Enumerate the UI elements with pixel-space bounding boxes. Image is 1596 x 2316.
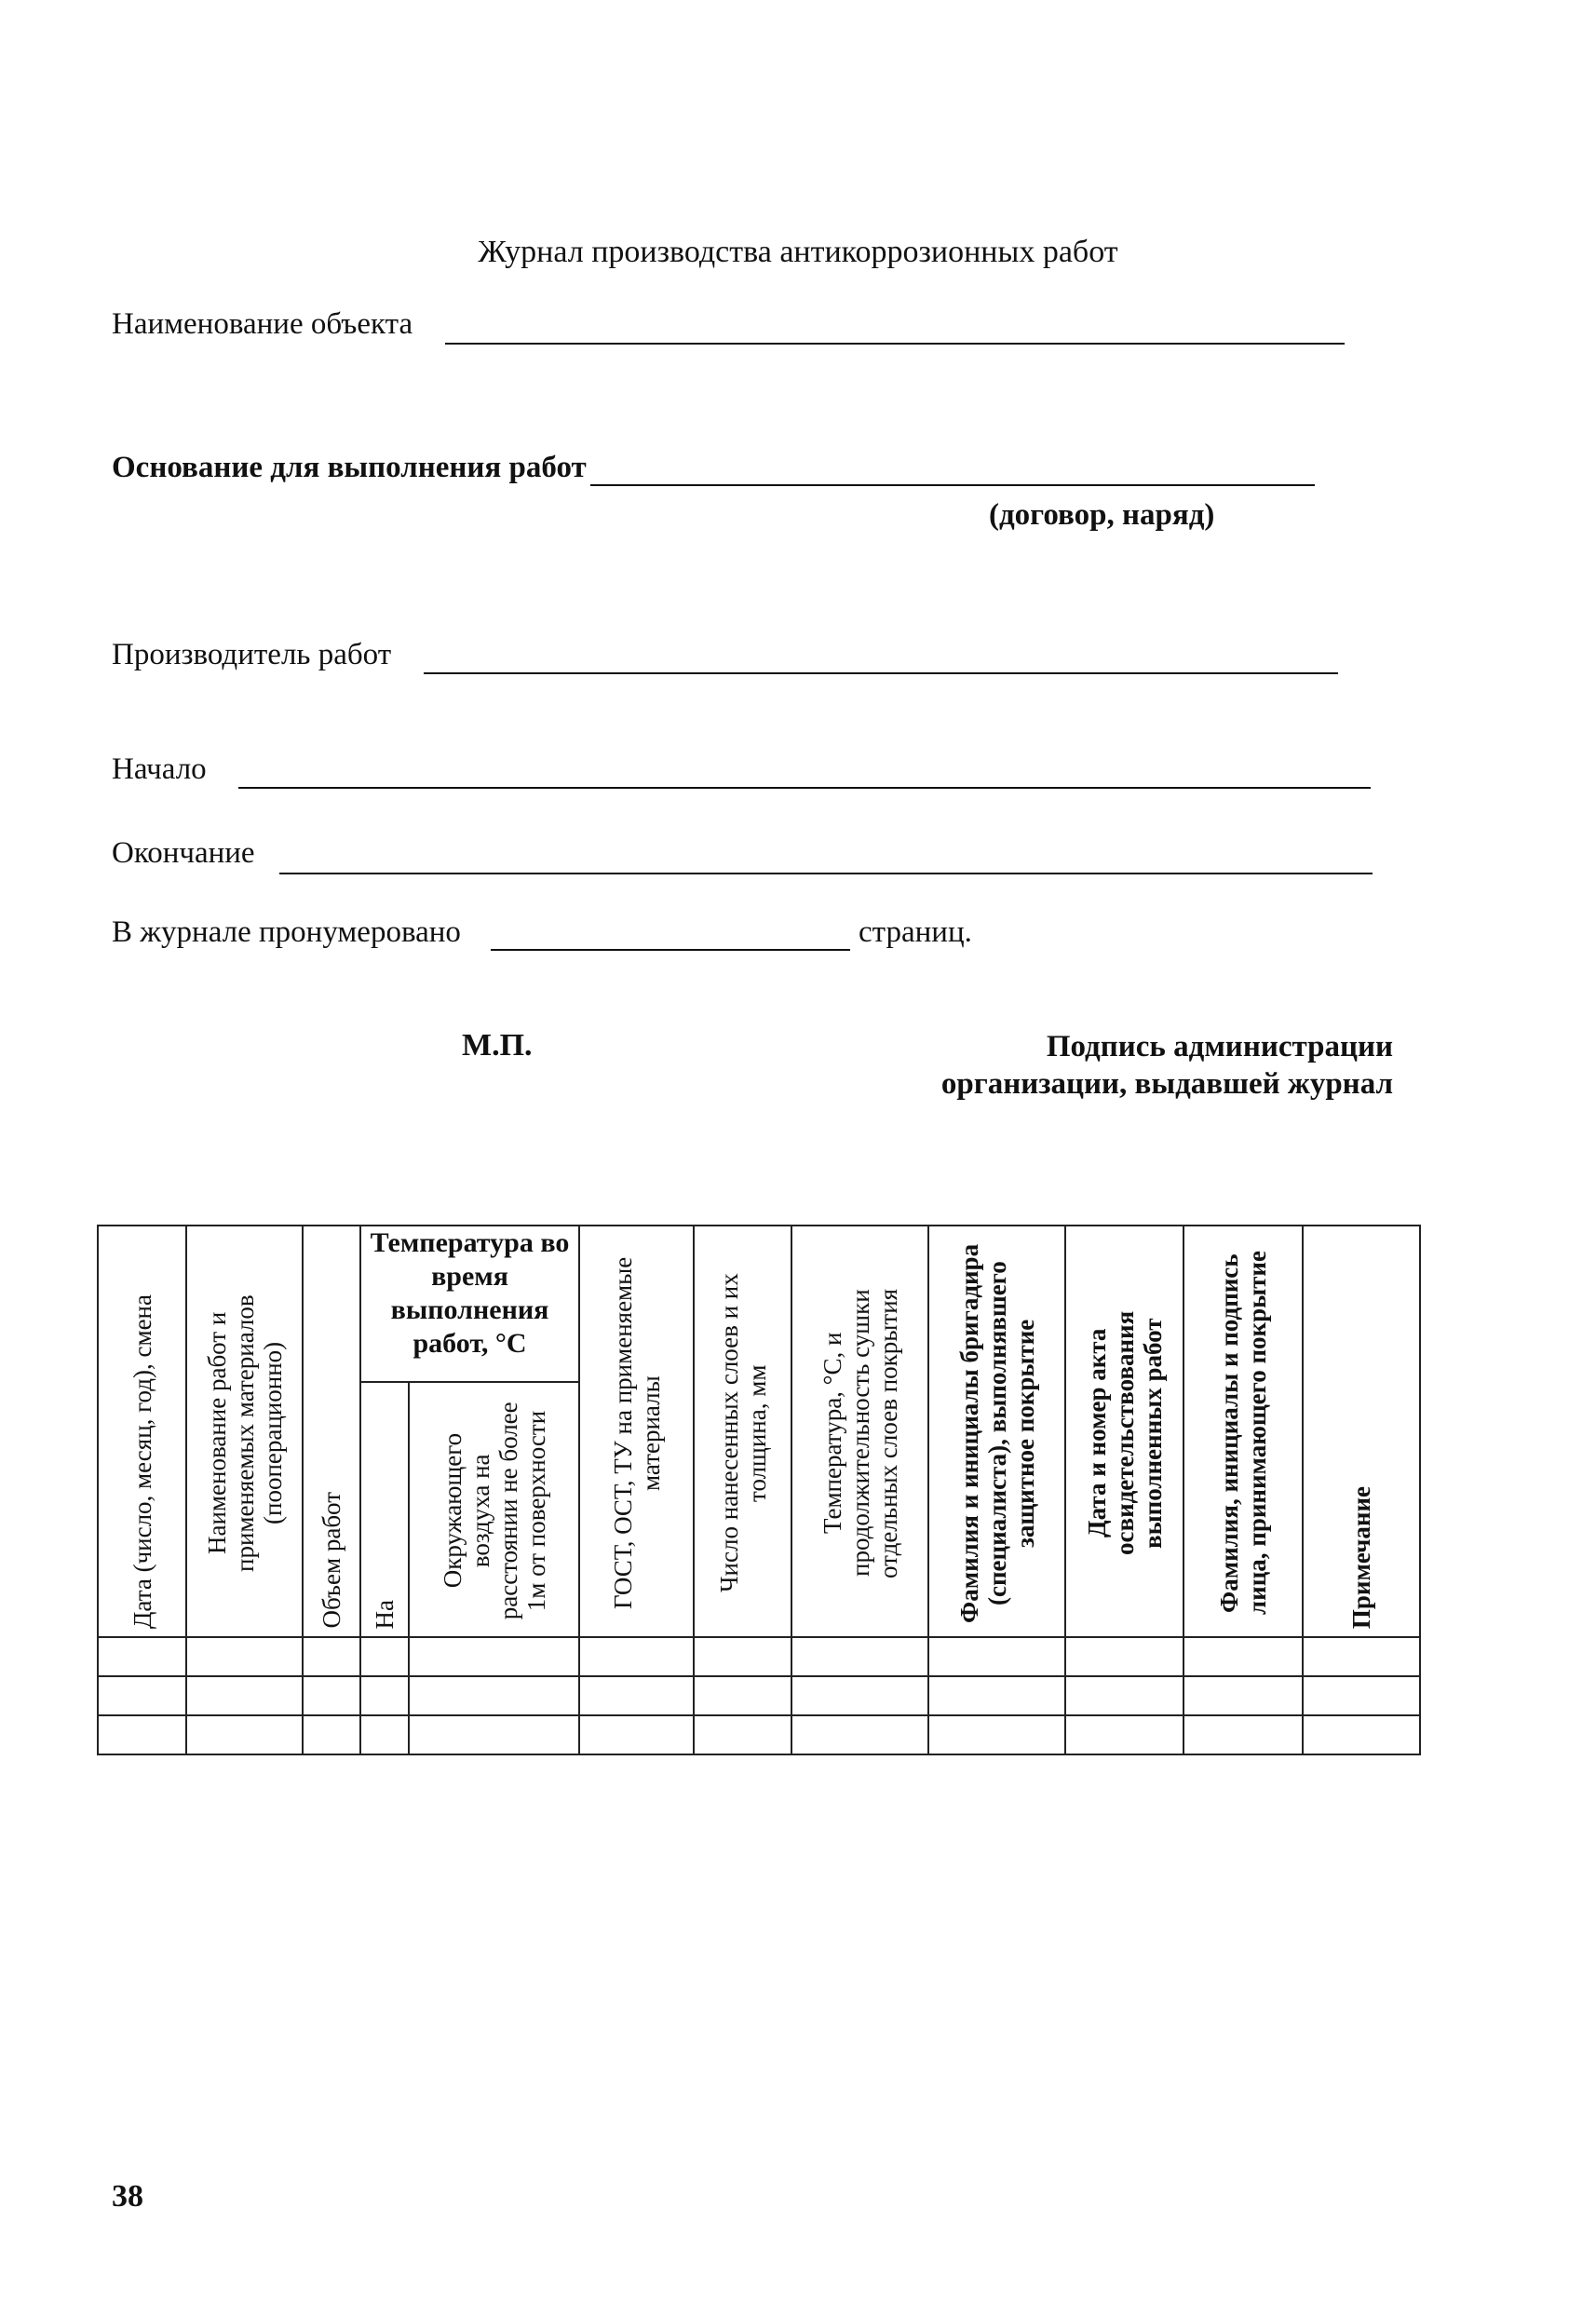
table-cell[interactable] [303,1715,360,1754]
col-layers-label: Число нанесенных слоев и их толщина, мм [714,1273,771,1593]
col-temp-on-label: На [371,1599,399,1629]
col-acceptor-label: Фамилия, инициалы и подпись лица, принимающего покрытие [1215,1251,1272,1616]
col-drying-label: Температура, °С, и продолжительность сушки отдельных слоев покрытия [818,1288,902,1578]
start-line[interactable] [238,787,1371,789]
table-cell[interactable] [1065,1637,1183,1676]
pages-prefix-label: В журнале пронумеровано [112,915,461,949]
table-cell[interactable] [579,1637,694,1676]
col-date-label: Дата (число, месяц, год), смена [128,1294,156,1629]
signature-line2: организации, выдавшей журнал [940,1067,1393,1101]
table-cell[interactable] [928,1637,1065,1676]
col-note-label: Примечание [1347,1485,1376,1629]
table-cell[interactable] [1303,1637,1420,1676]
col-act-label: Дата и номер акта освидетельствования выполненных работ [1082,1310,1167,1556]
col-foreman-label: Фамилия и инициалы бригадира (специалиста), выполнявшего защитное покрытие [954,1243,1039,1623]
journal-title: Журнал производства антикоррозионных работ [478,235,1118,269]
signature-block [838,1028,1393,1103]
table-cell[interactable] [98,1676,186,1715]
table-cell[interactable] [694,1637,791,1676]
table-cell[interactable] [360,1676,409,1715]
pages-count-line[interactable] [491,949,850,951]
col-temp-on-header [360,1382,409,1637]
end-line[interactable] [279,873,1373,874]
table-row [98,1715,1420,1754]
table-cell[interactable] [1065,1715,1183,1754]
col-layers-header [694,1226,791,1637]
table-cell[interactable] [791,1637,928,1676]
col-volume-label: Объем работ [318,1492,345,1629]
table-cell[interactable] [1183,1637,1303,1676]
table-cell[interactable] [579,1676,694,1715]
col-temperature-header: Температура во время выполнения работ, °С [360,1226,579,1382]
object-name-label: Наименование объекта [112,307,413,341]
table-cell[interactable] [409,1715,579,1754]
table-cell[interactable] [98,1715,186,1754]
col-temp-air-header [409,1382,579,1637]
col-acceptor-header [1183,1226,1303,1637]
basis-line[interactable] [590,484,1315,486]
table-cell[interactable] [791,1715,928,1754]
table-row [98,1676,1420,1715]
start-label: Начало [112,752,207,786]
col-drying-header [791,1226,928,1637]
signature-line1: Подпись администрации [1046,1030,1393,1063]
end-label: Окончание [112,836,255,870]
col-gost-header [579,1226,694,1637]
table-cell[interactable] [186,1676,303,1715]
table-cell[interactable] [1183,1715,1303,1754]
table-cell[interactable] [928,1676,1065,1715]
table-cell[interactable] [303,1637,360,1676]
table-row [98,1637,1420,1676]
table-cell[interactable] [694,1676,791,1715]
col-act-header [1065,1226,1183,1637]
producer-line[interactable] [424,672,1338,674]
pages-suffix-label: страниц. [859,915,972,949]
object-name-line[interactable] [445,343,1345,345]
table-cell[interactable] [1183,1676,1303,1715]
table-cell[interactable] [694,1715,791,1754]
col-foreman-header [928,1226,1065,1637]
col-date-header [98,1226,186,1637]
table-cell[interactable] [186,1715,303,1754]
table-cell[interactable] [1303,1676,1420,1715]
table-cell[interactable] [1303,1715,1420,1754]
journal-table [97,1225,1421,1755]
col-works-header [186,1226,303,1637]
table-cell[interactable] [186,1637,303,1676]
table-cell[interactable] [360,1715,409,1754]
stamp-label: М.П. [462,1028,533,1063]
col-volume-header [303,1226,360,1637]
table-cell[interactable] [360,1637,409,1676]
basis-hint: (договор, наряд) [989,498,1215,532]
producer-label: Производитель работ [112,638,392,671]
table-cell[interactable] [579,1715,694,1754]
table-cell[interactable] [1065,1676,1183,1715]
table-cell[interactable] [409,1676,579,1715]
col-gost-label: ГОСТ, ОСТ, ТУ на применяемые материалы [608,1256,665,1610]
col-works-label: Наименование работ и применяемых материалов (пооперационно) [202,1294,287,1572]
page-number: 38 [112,2179,143,2214]
col-temp-air-label: Окружающего воздуха на расстоянии не более 1м от поверхности [438,1401,550,1619]
table-cell[interactable] [928,1715,1065,1754]
table-cell[interactable] [409,1637,579,1676]
table-cell[interactable] [98,1637,186,1676]
col-note-header [1303,1226,1420,1637]
table-cell[interactable] [303,1676,360,1715]
table-cell[interactable] [791,1676,928,1715]
basis-label: Основание для выполнения работ [112,451,587,484]
